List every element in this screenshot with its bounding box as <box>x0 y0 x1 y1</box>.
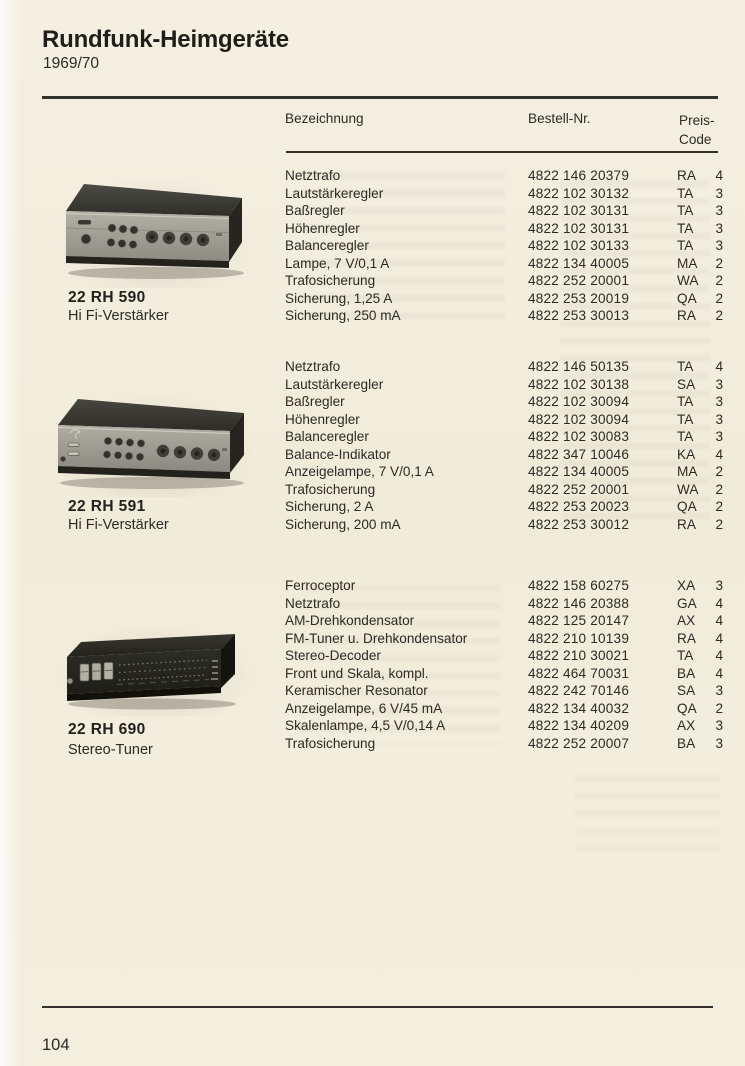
column-header-preis-code <box>679 111 715 149</box>
price-code-number: 2 <box>715 516 723 532</box>
part-name: Lampe, 7 V/0,1 A <box>285 255 390 271</box>
part-name: Lautstärkeregler <box>285 185 384 201</box>
price-code-letters: AX <box>677 613 696 628</box>
part-name: Sicherung, 200 mA <box>285 516 401 532</box>
order-number: 4822 253 20023 <box>528 499 630 514</box>
price-code-number: 3 <box>715 718 723 733</box>
part-name: Keramischer Resonator <box>285 683 428 698</box>
photo-shadow <box>68 699 236 710</box>
price-code-number: 2 <box>715 464 723 479</box>
price-code-letters: RA <box>677 308 696 323</box>
parts-table <box>285 577 725 752</box>
order-number: 4822 102 30094 <box>528 411 630 427</box>
price-code-letters: TA <box>677 359 694 374</box>
order-number: 4822 146 20379 <box>528 168 630 183</box>
part-name: Sicherung, 1,25 A <box>285 290 393 306</box>
parts-table-row <box>285 446 725 464</box>
part-name: FM-Tuner u. Drehkondensator <box>285 630 468 646</box>
part-name: Lautstärkeregler <box>285 376 384 392</box>
order-number: 4822 146 50135 <box>528 359 630 374</box>
parts-table-row <box>285 630 725 648</box>
price-code-letters: RA <box>677 630 696 646</box>
order-number: 4822 253 30012 <box>528 516 630 532</box>
price-code-number: 2 <box>715 308 723 323</box>
order-number: 4822 242 70146 <box>528 683 630 698</box>
price-code-number: 4 <box>715 359 723 374</box>
price-code-number: 3 <box>715 376 723 392</box>
price-code-number: 3 <box>715 578 723 593</box>
price-code-number: 3 <box>715 411 723 427</box>
parts-table-row <box>285 463 725 481</box>
price-code-number: 4 <box>715 595 723 611</box>
stereo-tuner-photo-image <box>57 624 254 716</box>
order-number: 4822 252 20001 <box>528 481 630 497</box>
part-name: Netztrafo <box>285 595 341 611</box>
price-code-number: 4 <box>715 648 723 663</box>
product-photo-22rh590 <box>56 176 255 288</box>
parts-table-row <box>285 595 725 613</box>
part-name: Baßregler <box>285 394 345 409</box>
price-code-letters: TA <box>677 429 694 444</box>
price-code-number: 3 <box>715 238 723 253</box>
parts-table-row <box>285 665 725 683</box>
price-code-number: 4 <box>715 168 723 183</box>
order-number: 4822 134 40032 <box>528 700 630 716</box>
product-photo-22rh690 <box>57 624 254 716</box>
price-code-number: 2 <box>715 273 723 288</box>
parts-table-row <box>285 647 725 665</box>
part-name: Front und Skala, kompl. <box>285 665 429 681</box>
price-code-letters: KA <box>677 446 696 462</box>
price-code-number: 4 <box>715 613 723 628</box>
parts-table <box>285 358 725 533</box>
parts-table <box>285 167 725 325</box>
order-number: 4822 347 10046 <box>528 446 630 462</box>
parts-table-row <box>285 255 725 273</box>
product-type: Stereo-Tuner <box>68 742 153 758</box>
part-name: Balanceregler <box>285 238 369 253</box>
price-code-number: 3 <box>715 683 723 698</box>
price-code-number: 4 <box>715 665 723 681</box>
order-number: 4822 210 10139 <box>528 630 630 646</box>
parts-table-row <box>285 220 725 238</box>
order-number: 4822 102 30083 <box>528 429 630 444</box>
price-code-letters: BA <box>677 735 696 751</box>
parts-table-row <box>285 717 725 735</box>
price-code-number: 3 <box>715 394 723 409</box>
part-name: Trafosicherung <box>285 735 376 751</box>
part-name: Netztrafo <box>285 359 341 374</box>
price-code-letters: QA <box>677 290 697 306</box>
order-number: 4822 253 20019 <box>528 290 630 306</box>
product-type: Hi Fi-Verstärker <box>68 308 169 324</box>
amp-front-panel <box>58 425 230 472</box>
parts-table-row <box>285 272 725 290</box>
price-code-letters: TA <box>677 185 694 201</box>
price-code-letters: RA <box>677 516 696 532</box>
price-code-letters: TA <box>677 411 694 427</box>
part-name: Ferroceptor <box>285 578 356 593</box>
price-code-letters: QA <box>677 499 697 514</box>
photo-shadow <box>60 477 244 489</box>
parts-table-row <box>285 393 725 411</box>
product-type: Hi Fi-Verstärker <box>68 517 169 533</box>
parts-table-row <box>285 735 725 753</box>
parts-table-row <box>285 411 725 429</box>
price-code-letters: RA <box>677 168 696 183</box>
product-photo-22rh591 <box>50 393 257 497</box>
column-header-preis-line1: Preis- <box>679 113 715 128</box>
price-code-number: 4 <box>715 446 723 462</box>
table-header-rule <box>286 151 718 153</box>
product-model: 22 RH 690 <box>68 721 146 738</box>
price-code-letters: TA <box>677 203 694 218</box>
parts-table-row <box>285 358 725 376</box>
order-number: 4822 102 30131 <box>528 203 630 218</box>
order-number: 4822 464 70031 <box>528 665 630 681</box>
parts-table-row <box>285 237 725 255</box>
price-code-number: 3 <box>715 220 723 236</box>
parts-table-row <box>285 577 725 595</box>
parts-table-row <box>285 516 725 534</box>
order-number: 4822 134 40005 <box>528 255 630 271</box>
price-code-number: 3 <box>715 185 723 201</box>
parts-table-row <box>285 290 725 308</box>
product-model: 22 RH 590 <box>68 289 146 306</box>
order-number: 4822 102 30094 <box>528 394 630 409</box>
photo-shadow <box>68 267 244 279</box>
price-code-number: 3 <box>715 429 723 444</box>
parts-table-row <box>285 167 725 185</box>
order-number: 4822 125 20147 <box>528 613 630 628</box>
page-subtitle: 1969/70 <box>43 55 100 72</box>
hifi-amplifier-photo-image <box>50 393 257 497</box>
knob-icon <box>81 234 91 244</box>
parts-table-row <box>285 185 725 203</box>
part-name: Stereo-Decoder <box>285 648 381 663</box>
part-name: Trafosicherung <box>285 273 376 288</box>
pilot-lamp-icon <box>60 456 65 461</box>
price-code-number: 2 <box>715 499 723 514</box>
order-number: 4822 134 40209 <box>528 718 630 733</box>
price-code-letters: TA <box>677 648 694 663</box>
page-title: Rundfunk-Heimgeräte <box>42 26 289 53</box>
part-name: Baßregler <box>285 203 345 218</box>
order-number: 4822 102 30132 <box>528 185 630 201</box>
order-number: 4822 102 30133 <box>528 238 630 253</box>
price-code-letters: WA <box>677 481 699 497</box>
price-code-letters: AX <box>677 718 696 733</box>
price-code-letters: TA <box>677 394 694 409</box>
part-name: Trafosicherung <box>285 481 376 497</box>
bottom-rule <box>42 1006 713 1008</box>
price-code-number: 2 <box>715 290 723 306</box>
order-number: 4822 252 20001 <box>528 273 630 288</box>
parts-table-row <box>285 481 725 499</box>
parts-table-row <box>285 612 725 630</box>
price-code-letters: XA <box>677 578 696 593</box>
product-model: 22 RH 591 <box>68 498 146 515</box>
parts-table-row <box>285 700 725 718</box>
parts-table-row <box>285 498 725 516</box>
price-code-letters: SA <box>677 683 696 698</box>
parts-table-row <box>285 376 725 394</box>
price-code-number: 3 <box>715 203 723 218</box>
order-number: 4822 146 20388 <box>528 595 630 611</box>
order-number: 4822 252 20007 <box>528 735 630 751</box>
part-name: Balanceregler <box>285 429 369 444</box>
part-name: Skalenlampe, 4,5 V/0,14 A <box>285 718 446 733</box>
price-code-number: 2 <box>715 700 723 716</box>
parts-table-row <box>285 307 725 325</box>
price-code-letters: TA <box>677 220 694 236</box>
part-name: Höhenregler <box>285 411 360 427</box>
pilot-lamp-icon <box>67 678 73 684</box>
part-name: Höhenregler <box>285 220 360 236</box>
parts-table-row <box>285 202 725 220</box>
power-slot-icon <box>78 220 91 225</box>
price-code-letters: TA <box>677 238 694 253</box>
parts-table-row <box>285 682 725 700</box>
part-name: AM-Drehkondensator <box>285 613 415 628</box>
part-name: Sicherung, 2 A <box>285 499 374 514</box>
price-code-number: 3 <box>715 735 723 751</box>
order-number: 4822 102 30138 <box>528 376 630 392</box>
price-code-letters: MA <box>677 464 698 479</box>
top-rule <box>42 96 718 99</box>
order-number: 4822 210 30021 <box>528 648 630 663</box>
preset-buttons-icon <box>80 662 113 681</box>
price-code-letters: WA <box>677 273 699 288</box>
price-code-letters: MA <box>677 255 698 271</box>
column-header-bestell-nr: Bestell-Nr. <box>528 111 591 126</box>
price-code-number: 2 <box>715 481 723 497</box>
order-number: 4822 134 40005 <box>528 464 630 479</box>
price-code-letters: SA <box>677 376 696 392</box>
part-name: Sicherung, 250 mA <box>285 308 401 323</box>
hifi-amplifier-photo-image <box>56 176 255 288</box>
price-code-letters: BA <box>677 665 696 681</box>
amp-top-face <box>66 184 242 216</box>
part-name: Anzeigelampe, 6 V/45 mA <box>285 700 443 716</box>
price-code-letters: GA <box>677 595 697 611</box>
order-number: 4822 102 30131 <box>528 220 630 236</box>
column-header-bezeichnung: Bezeichnung <box>285 111 364 126</box>
price-code-number: 2 <box>715 255 723 271</box>
order-number: 4822 158 60275 <box>528 578 630 593</box>
part-name: Balance-Indikator <box>285 446 391 462</box>
page-number: 104 <box>42 1036 70 1054</box>
order-number: 4822 253 30013 <box>528 308 630 323</box>
print-bleedthrough <box>575 775 720 860</box>
column-header-preis-line2: Code <box>679 132 712 147</box>
part-name: Netztrafo <box>285 168 341 183</box>
part-name: Anzeigelampe, 7 V/0,1 A <box>285 464 434 479</box>
parts-table-row <box>285 428 725 446</box>
price-code-number: 4 <box>715 630 723 646</box>
price-code-letters: QA <box>677 700 697 716</box>
